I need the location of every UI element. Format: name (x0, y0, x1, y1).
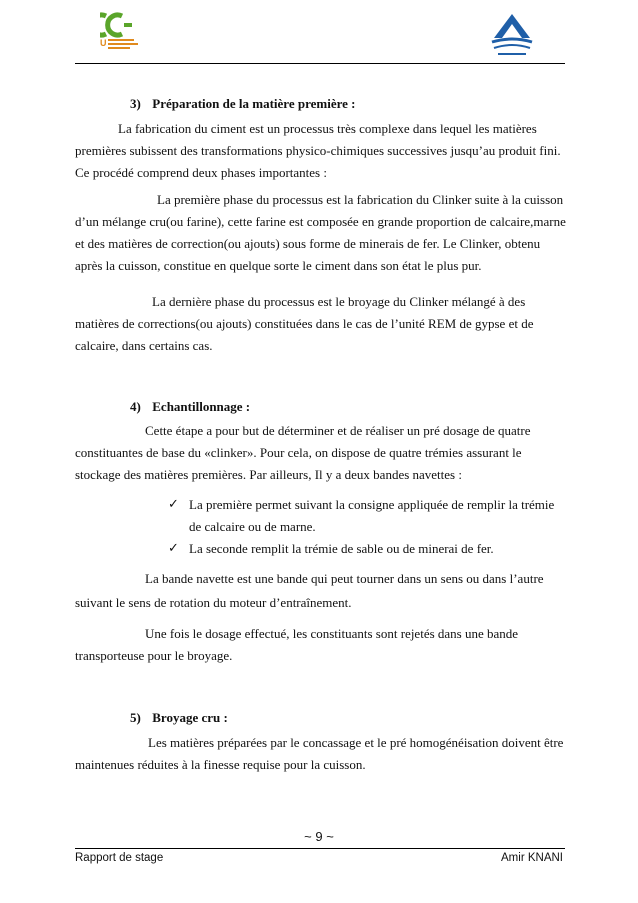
svg-text:U: U (100, 38, 107, 48)
paragraph-line: transporteuse pour le broyage. (75, 648, 233, 663)
checkmark-icon: ✓ (168, 497, 179, 512)
page-number: ~ 9 ~ (304, 829, 334, 844)
paragraph-line: La dernière phase du processus est le broyage du Clinker mélangé à des (152, 294, 526, 309)
paragraph-line: constituantes de base du «clinker». Pour cela, on dispose de quatre trémies assurant le (75, 445, 522, 460)
paragraph-line: calcaire, dans certains cas. (75, 338, 213, 353)
footer-author: Amir KNANI (501, 852, 563, 864)
company-logo (100, 12, 160, 52)
paragraph-line: La première phase du processus est la fabrication du Clinker suite à la cuisson (157, 192, 564, 207)
paragraph-line: Cette étape a pour but de déterminer et de réaliser un pré dosage de quatre (145, 423, 531, 438)
bullet-line: La première permet suivant la consigne appliquée de remplir la trémie (189, 497, 555, 512)
paragraph-line: stockage des matières premières. Par ailleurs, Il y a deux bandes navettes : (75, 467, 462, 482)
paragraph-line: Une fois le dosage effectué, les constituants sont rejetés dans une bande (145, 626, 519, 641)
paragraph-line: matières de corrections(ou ajouts) constituées dans le cas de l’unité REM de gypse et de (75, 316, 534, 331)
bullet-line: de calcaire ou de marne. (189, 519, 316, 534)
paragraph-line: La fabrication du ciment est un processus très complexe dans lequel les matières (118, 121, 537, 136)
paragraph-line: après la cuisson, constitue en quelque sorte le ciment dans son état le plus pur. (75, 258, 482, 273)
institution-logo (488, 8, 536, 58)
paragraph-line: La bande navette est une bande qui peut tourner dans un sens ou dans l’autre (145, 571, 544, 586)
paragraph-line: suivant le sens de rotation du moteur d’entraînement. (75, 595, 352, 610)
bullet-line: La seconde remplit la trémie de sable ou de minerai de fer. (189, 541, 494, 556)
section-3-heading: 3) Préparation de la matière première : (130, 96, 356, 111)
paragraph-line: et des matières de correction(ou ajouts) sous forme de minerais de fer. Le Clinker, obtenu (75, 236, 541, 251)
paragraph-line: Les matières préparées par le concassage et le pré homogénéisation doivent être (148, 735, 564, 750)
section-4-heading: 4) Echantillonnage : (130, 399, 251, 414)
paragraph-line: Ce procédé comprend deux phases importantes : (75, 165, 327, 180)
paragraph-line: premières subissent des transformations physico-chimiques successives jusqu’au produit fini. (75, 143, 561, 158)
section-5-heading: 5) Broyage cru : (130, 710, 228, 725)
header-rule (75, 63, 565, 64)
footer-rule (75, 848, 565, 849)
footer-title: Rapport de stage (75, 852, 164, 864)
checkmark-icon: ✓ (168, 541, 179, 556)
paragraph-line: maintenues réduites à la finesse requise pour la cuisson. (75, 757, 366, 772)
paragraph-line: d’un mélange cru(ou farine), cette farine est composée en grande proportion de calcaire,marne (75, 214, 566, 229)
